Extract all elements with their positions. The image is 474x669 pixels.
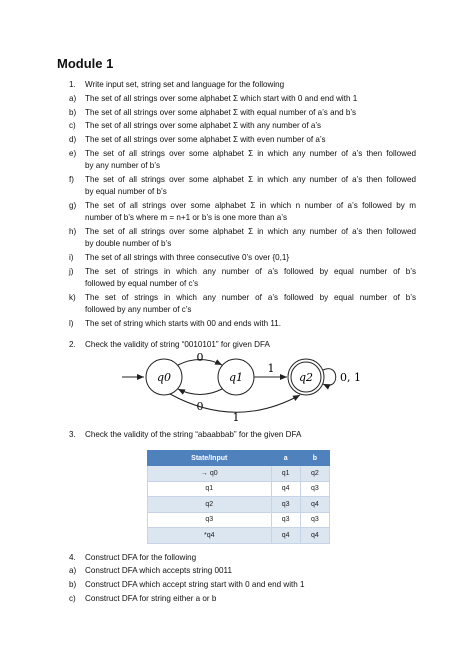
table-cell: q3: [271, 512, 300, 528]
q1-marker: b): [69, 108, 77, 117]
q4-item-text: Construct DFA which accepts string 0011: [85, 566, 232, 575]
q1-marker: c): [69, 121, 76, 130]
table-header: a: [271, 451, 300, 466]
q1-item-line: The set of all strings with three consecutive 0’s over {0,1}: [85, 253, 290, 262]
table-cell: → q0: [148, 466, 272, 482]
q1-marker: l): [69, 319, 74, 328]
table-cell: q4: [271, 528, 300, 544]
q4-marker: b): [69, 580, 77, 589]
table-header: State/Input: [148, 451, 272, 466]
table-row: [148, 497, 330, 513]
dfa-diagram: [118, 352, 378, 422]
edge-q0-q2: [170, 394, 300, 412]
q1-marker: e): [69, 149, 77, 158]
q1-marker: a): [69, 94, 77, 103]
q1-item-line: The set of string which starts with 00 and ends with 11.: [85, 319, 281, 328]
q1-item-line: followed by any number of c’s: [85, 305, 192, 314]
table-cell: q4: [300, 497, 329, 513]
q1-item-line: The set of strings in which any number of a’s followed by equal number of b’s: [85, 267, 416, 276]
table-header-row: [148, 451, 330, 466]
table-cell: q2: [148, 497, 272, 513]
table-cell: q4: [300, 528, 329, 544]
table-cell: q3: [300, 512, 329, 528]
q1-item-line: The set of all strings over some alphabet Σ with equal number of a’s and b’s: [85, 108, 357, 117]
q1-item-line: followed by equal number of c’s: [85, 279, 199, 288]
transition-table: [147, 450, 330, 544]
edge-q0-q2-label: 1: [232, 411, 240, 422]
q1-item-line: by equal number of b’s: [85, 187, 167, 196]
q1-item-line: The set of strings in which any number of a’s followed by equal number of b’s: [85, 293, 416, 302]
table-cell: q1: [271, 466, 300, 482]
q1-marker: d): [69, 135, 77, 144]
q4-text: Construct DFA for the following: [85, 553, 197, 562]
table-row: [148, 481, 330, 497]
table-cell: q1: [148, 481, 272, 497]
q4-marker: c): [69, 594, 76, 603]
edge-q1-q0: [178, 389, 222, 395]
state-q1-label: q1: [228, 371, 244, 384]
table-cell: q2: [300, 466, 329, 482]
page-title: Module 1: [57, 56, 114, 71]
table-cell: q3: [300, 481, 329, 497]
table-cell: q3: [271, 497, 300, 513]
q1-item-line: number of b’s where m = n+1 or b’s is one more than a’s: [85, 213, 288, 222]
table-header: b: [300, 451, 329, 466]
state-q2-label: q2: [298, 371, 314, 384]
edge-q2-self: [323, 369, 336, 386]
q2-text: Check the validity of string “0010101” for given DFA: [85, 340, 270, 349]
q1-marker: h): [69, 227, 77, 236]
q1-item-line: The set of all strings over some alphabet Σ which start with 0 and end with 1: [85, 94, 358, 103]
table-cell: q4: [271, 481, 300, 497]
state-q0-label: q0: [156, 371, 172, 384]
q1-item-line: The set of all strings over some alphabet Σ with any number of a’s: [85, 121, 322, 130]
q1-marker: g): [69, 201, 77, 210]
q1-item-line: The set of all strings over some alphabet Σ in which n number of a’s followed by m: [85, 201, 416, 210]
q1-item-line: The set of all strings over some alphabet Σ in which any number of a’s then followed: [85, 149, 416, 158]
table-row: [148, 466, 330, 482]
q1-marker: k): [69, 293, 76, 302]
q1-item-line: by any number of b’s: [85, 161, 160, 170]
edge-q2-self-label: 0, 1: [340, 371, 361, 384]
q1-number: 1.: [69, 80, 76, 89]
edge-q0-q1-label: 0: [196, 352, 204, 364]
edge-q1-q0-label: 0: [196, 400, 204, 413]
q4-item-text: Construct DFA for string either a or b: [85, 594, 217, 603]
q1-item-line: The set of all strings over some alphabet Σ with even number of a’s: [85, 135, 326, 144]
q1-text: Write input set, string set and language for the following: [85, 80, 285, 89]
q3-number: 3.: [69, 430, 76, 439]
q1-marker: i): [69, 253, 74, 262]
q1-item-line: by double number of b’s: [85, 239, 172, 248]
table-cell: *q4: [148, 528, 272, 544]
q4-number: 4.: [69, 553, 76, 562]
q1-item-line: The set of all strings over some alphabet Σ in which any number of a’s then followed: [85, 227, 416, 236]
q1-marker: j): [69, 267, 74, 276]
table-row: [148, 512, 330, 528]
table-cell: q3: [148, 512, 272, 528]
q1-marker: f): [69, 175, 74, 184]
q4-marker: a): [69, 566, 77, 575]
q4-item-text: Construct DFA which accept string start with 0 and end with 1: [85, 580, 305, 589]
q3-text: Check the validity of the string “abaabbab” for the given DFA: [85, 430, 302, 439]
edge-q1-q2-label: 1: [267, 362, 275, 375]
q1-item-line: The set of all strings over some alphabet Σ in which any number of a’s then followed: [85, 175, 416, 184]
q2-number: 2.: [69, 340, 76, 349]
table-row: [148, 528, 330, 544]
